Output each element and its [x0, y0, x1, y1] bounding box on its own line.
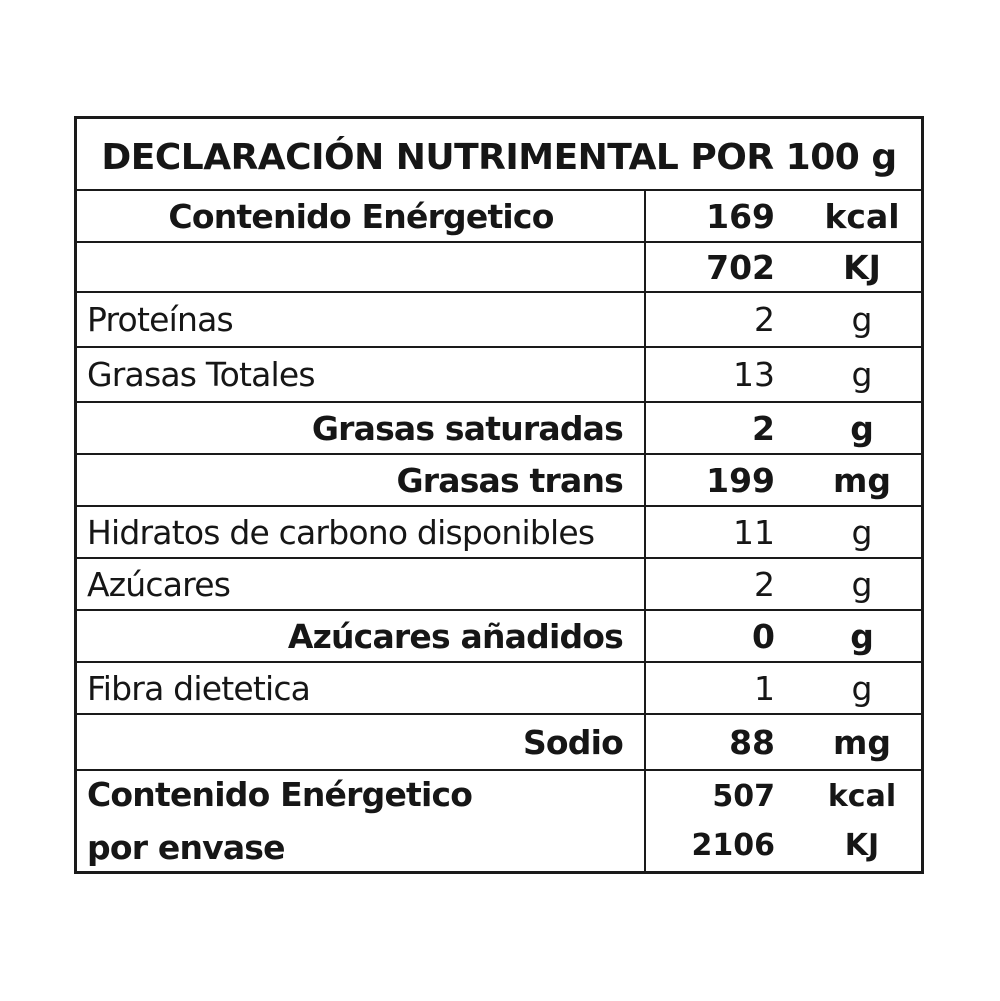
row-unit: g: [850, 408, 874, 448]
table-row-proteinas: [77, 293, 921, 348]
table-row-energy-kcal: [77, 191, 921, 243]
row-label: Hidratos de carbono disponibles: [87, 512, 595, 552]
package-kcal-unit: kcal: [827, 779, 897, 814]
table-row-hidratos: [77, 507, 921, 559]
row-label: Grasas Totales: [87, 355, 315, 394]
package-energy-label-line1: Contenido Enérgetico: [87, 775, 473, 814]
table-row-grasas-totales: [77, 348, 921, 403]
energy-kcal-value: 169: [706, 196, 775, 236]
table-row-energy-per-package: [77, 771, 921, 871]
row-label: Sodio: [522, 722, 623, 762]
package-energy-values: [645, 771, 775, 871]
row-unit: mg: [832, 722, 891, 762]
row-value: 199: [706, 460, 775, 500]
energy-kj-value: 702: [706, 247, 775, 287]
package-energy-label: [87, 771, 635, 871]
table-title: DECLARACIÓN NUTRIMENTAL POR 100 g: [77, 119, 921, 191]
package-kj-value: 2106: [691, 828, 775, 863]
table-row-fibra: [77, 663, 921, 715]
row-value: 2: [752, 408, 775, 448]
table-row-grasas-trans: [77, 455, 921, 507]
row-unit: g: [851, 512, 873, 552]
row-label: Fibra dietetica: [87, 668, 311, 708]
row-label: Grasas trans: [396, 460, 623, 500]
energy-kcal-unit: kcal: [824, 196, 900, 236]
energy-kj-unit: KJ: [843, 247, 881, 287]
package-kcal-value: 507: [712, 779, 775, 814]
energy-label: Contenido Enérgetico: [168, 196, 554, 236]
nutrition-facts-table: [74, 116, 924, 874]
row-value: 0: [752, 616, 775, 656]
row-value: 2: [754, 300, 775, 339]
row-value: 1: [754, 668, 775, 708]
package-kj-unit: KJ: [844, 828, 880, 863]
row-label: Azúcares: [87, 564, 231, 604]
row-unit: mg: [832, 460, 891, 500]
row-value: 2: [754, 564, 775, 604]
package-energy-units: [807, 771, 917, 871]
row-unit: g: [851, 564, 873, 604]
table-row-energy-kj: [77, 243, 921, 293]
row-label: Proteínas: [87, 300, 233, 339]
row-unit: g: [851, 668, 873, 708]
table-row-grasas-saturadas: [77, 403, 921, 455]
table-row-azucares: [77, 559, 921, 611]
row-label: Azúcares añadidos: [287, 616, 623, 656]
table-row-sodio: [77, 715, 921, 771]
row-unit: g: [850, 616, 874, 656]
row-unit: g: [851, 300, 873, 339]
row-value: 11: [733, 512, 775, 552]
row-value: 13: [733, 355, 775, 394]
row-value: 88: [729, 722, 775, 762]
package-energy-label-line2: por envase: [87, 828, 285, 867]
row-unit: g: [851, 355, 873, 394]
table-row-azucares-anadidos: [77, 611, 921, 663]
row-label: Grasas saturadas: [311, 408, 623, 448]
